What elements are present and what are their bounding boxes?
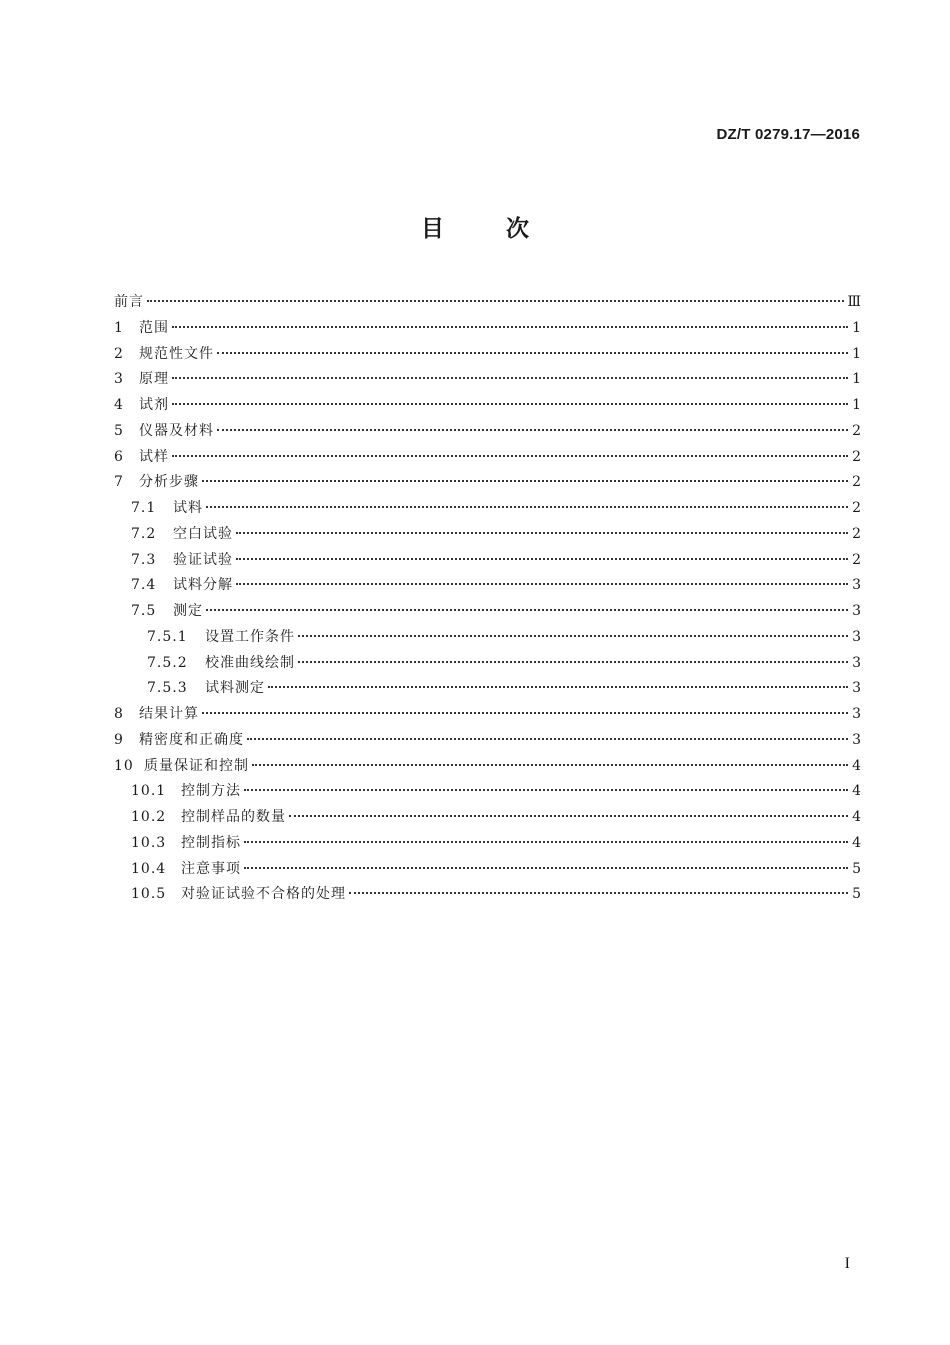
toc-entry[interactable]	[114, 702, 861, 728]
toc-entry-title: 精密度和正确度	[139, 731, 244, 748]
toc-leader-dots	[244, 789, 848, 791]
toc-entry-title: 测定	[173, 603, 203, 619]
toc-entry-number: 5	[114, 422, 124, 439]
toc-entry-number: 6	[114, 448, 124, 465]
toc-entry-page: 3	[852, 577, 861, 594]
toc-entry-number: 3	[114, 371, 124, 388]
toc-leader-dots	[236, 532, 848, 534]
toc-leader-dots	[172, 377, 848, 379]
toc-leader-dots	[244, 841, 848, 843]
toc-entry-title: 空白试验	[173, 525, 233, 542]
toc-leader-dots	[252, 764, 848, 766]
toc-entry-title: 范围	[139, 319, 169, 336]
toc-leader-dots	[206, 506, 848, 508]
toc-entry-page: 2	[852, 474, 861, 491]
toc-entry-number: 8	[114, 706, 124, 722]
toc-entry-title: 规范性文件	[139, 345, 214, 362]
toc-entry-number: 7	[114, 474, 124, 491]
toc-entry[interactable]	[114, 779, 861, 805]
toc-entry-page: 5	[852, 860, 861, 877]
toc-leader-dots	[236, 583, 848, 585]
toc-entry[interactable]	[114, 316, 861, 342]
toc-entry-number: 10.3	[131, 834, 167, 851]
toc-leader-dots	[217, 429, 848, 431]
toc-entry[interactable]	[114, 805, 861, 831]
toc-entry-page: 1	[852, 371, 861, 388]
toc-entry-page: 4	[852, 783, 861, 800]
toc-leader-dots	[247, 738, 848, 740]
toc-entry-title: 试料测定	[205, 680, 265, 697]
toc-entry-number: 4	[114, 397, 124, 413]
toc-entry-title: 试料分解	[173, 577, 233, 594]
toc-entry-number: 2	[114, 345, 124, 362]
toc-entry[interactable]	[114, 882, 861, 908]
toc-entry-page: 2	[852, 525, 861, 542]
toc-entry-number: 7.1	[131, 500, 157, 516]
toc-entry-number: 10.1	[131, 783, 167, 800]
toc-leader-dots	[298, 661, 848, 663]
toc-entry-page: 2	[852, 422, 861, 439]
toc-entry[interactable]	[114, 676, 861, 702]
table-of-contents	[114, 290, 861, 908]
toc-entry-page: 2	[852, 500, 861, 516]
toc-entry-page: 2	[852, 448, 861, 465]
toc-entry-title: 原理	[139, 371, 169, 388]
toc-leader-dots	[289, 815, 848, 817]
toc-leader-dots	[217, 352, 848, 354]
toc-entry[interactable]	[114, 290, 861, 316]
toc-leader-dots	[268, 686, 848, 688]
toc-entry[interactable]	[114, 573, 861, 599]
toc-entry-number: 7.5	[131, 603, 157, 619]
toc-entry-number: 7.5.2	[147, 654, 188, 671]
toc-entry[interactable]	[114, 831, 861, 857]
toc-entry-number: 10.5	[131, 886, 167, 903]
toc-entry[interactable]	[114, 367, 861, 393]
toc-entry-title: 分析步骤	[139, 474, 199, 491]
toc-entry-page: 3	[852, 731, 861, 748]
toc-entry-title: 注意事项	[181, 860, 241, 877]
toc-entry-title: 对验证试验不合格的处理	[181, 886, 346, 903]
toc-entry-page: 4	[852, 834, 861, 851]
toc-entry-page: 1	[852, 319, 861, 336]
toc-entry[interactable]	[114, 857, 861, 883]
toc-leader-dots	[206, 609, 848, 611]
toc-entry-page: 1	[852, 397, 861, 413]
page-number: I	[844, 1255, 850, 1272]
toc-entry[interactable]	[114, 625, 861, 651]
toc-entry[interactable]	[114, 342, 861, 368]
toc-entry[interactable]	[114, 754, 861, 780]
toc-entry-number: 7.4	[131, 577, 157, 594]
toc-entry-page: 3	[852, 654, 861, 671]
toc-entry[interactable]	[114, 522, 861, 548]
toc-entry[interactable]	[114, 728, 861, 754]
toc-entry-title: 设置工作条件	[205, 628, 295, 645]
toc-leader-dots	[244, 867, 848, 869]
toc-entry[interactable]	[114, 548, 861, 574]
toc-entry-page: 4	[852, 809, 861, 825]
standard-code: DZ/T 0279.17—2016	[716, 126, 860, 143]
toc-leader-dots	[172, 455, 848, 457]
toc-entry-page: 2	[852, 551, 861, 568]
toc-entry-page: 5	[852, 886, 861, 903]
toc-entry-number: 7.5.1	[147, 628, 188, 645]
page-title: 目次	[421, 216, 591, 242]
toc-entry-number: 10	[114, 757, 134, 774]
toc-entry-page: 3	[852, 603, 861, 619]
toc-leader-dots	[172, 403, 848, 405]
toc-entry-title: 试样	[139, 448, 169, 465]
toc-entry-number: 7.3	[131, 551, 157, 568]
toc-entry[interactable]	[114, 599, 861, 625]
toc-entry-title: 前言	[114, 294, 144, 310]
toc-entry-title: 验证试验	[173, 551, 233, 568]
toc-entry-number: 7.2	[131, 525, 157, 542]
toc-entry-page: 1	[852, 345, 861, 362]
toc-entry-title: 结果计算	[139, 706, 199, 722]
toc-entry[interactable]	[114, 496, 861, 522]
toc-leader-dots	[147, 300, 844, 302]
toc-entry-number: 10.4	[131, 860, 167, 877]
toc-leader-dots	[202, 480, 848, 482]
toc-entry-page: 3	[852, 628, 861, 645]
toc-leader-dots	[349, 892, 848, 894]
toc-entry-page: 3	[852, 680, 861, 697]
toc-entry[interactable]	[114, 445, 861, 471]
toc-entry[interactable]	[114, 419, 861, 445]
toc-entry-title: 仪器及材料	[139, 422, 214, 439]
toc-entry-page: Ⅲ	[847, 294, 861, 310]
toc-entry[interactable]	[114, 651, 861, 677]
toc-entry-title: 控制方法	[181, 783, 241, 800]
toc-entry[interactable]	[114, 470, 861, 496]
toc-leader-dots	[298, 635, 848, 637]
toc-entry-number: 9	[114, 731, 124, 748]
toc-entry-title: 试剂	[139, 397, 169, 413]
toc-leader-dots	[172, 326, 848, 328]
toc-entry-number: 10.2	[131, 809, 167, 825]
toc-entry-number: 7.5.3	[147, 680, 188, 697]
toc-entry-title: 质量保证和控制	[144, 757, 249, 774]
toc-entry[interactable]	[114, 393, 861, 419]
toc-entry-title: 校准曲线绘制	[205, 654, 295, 671]
toc-entry-page: 3	[852, 706, 861, 722]
toc-leader-dots	[202, 712, 848, 714]
toc-entry-page: 4	[852, 757, 861, 774]
toc-entry-title: 控制样品的数量	[181, 809, 286, 825]
toc-entry-number: 1	[114, 319, 124, 336]
toc-leader-dots	[236, 558, 848, 560]
toc-entry-title: 试料	[173, 500, 203, 516]
toc-entry-title: 控制指标	[181, 834, 241, 851]
